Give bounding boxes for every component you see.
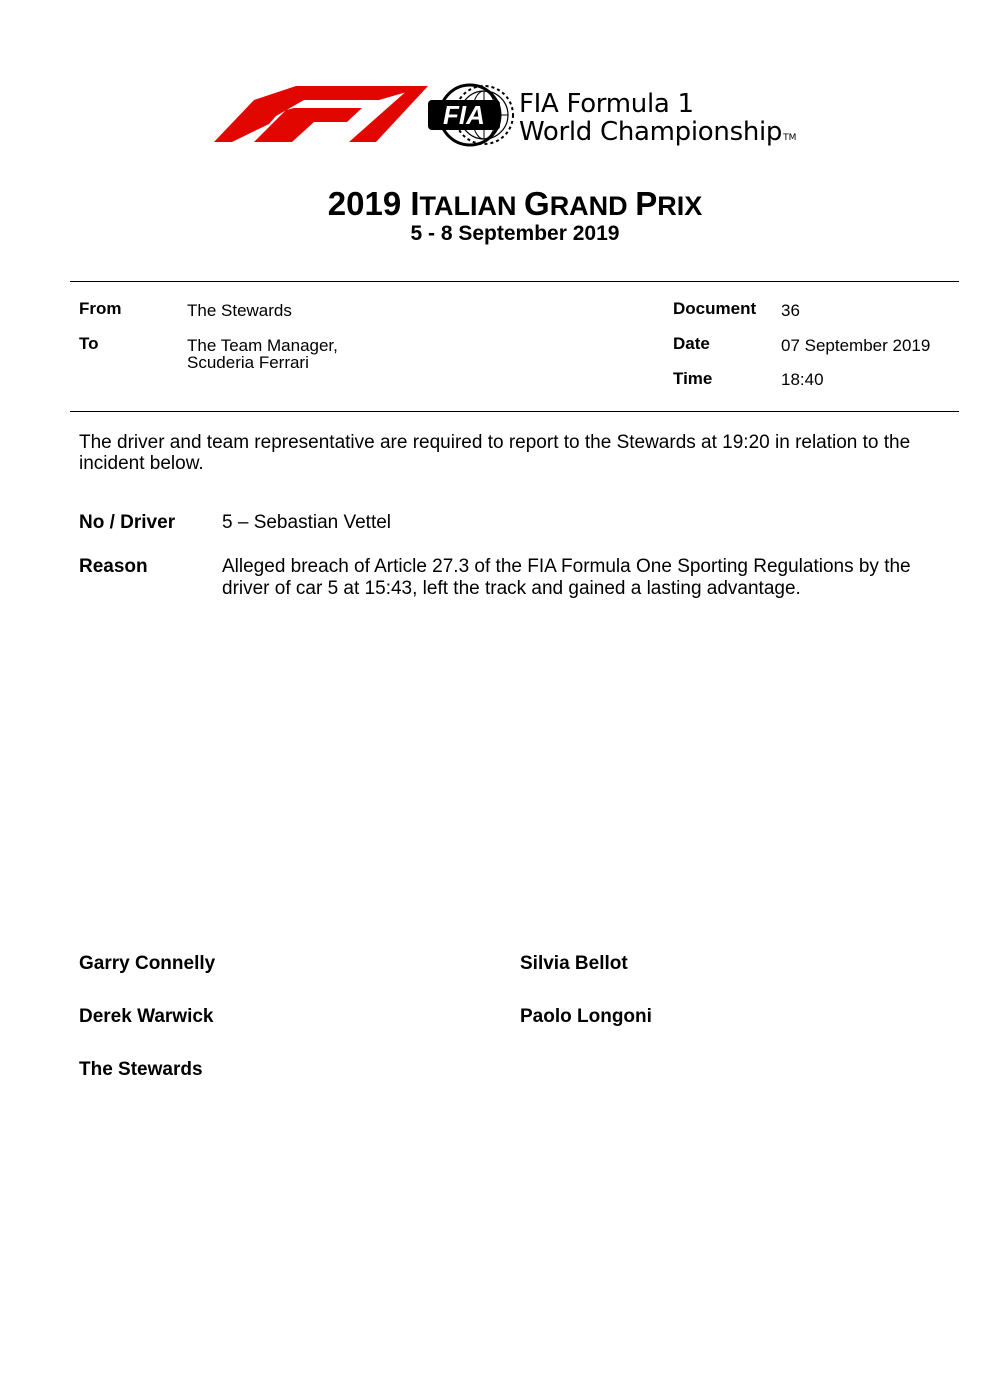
steward-name: Silvia Bellot — [520, 953, 628, 974]
driver-value: 5 – Sebastian Vettel — [222, 512, 392, 533]
document-value: 36 — [781, 301, 800, 320]
from-value: The Stewards — [187, 301, 292, 320]
steward-name: Derek Warwick — [79, 1006, 214, 1027]
date-value: 07 September 2019 — [781, 336, 931, 355]
to-value-line-1: The Team Manager, — [187, 336, 338, 355]
document-label: Document — [673, 299, 757, 318]
stewards-signoff: The Stewards — [79, 1059, 203, 1080]
page-title: 2019 ITALIAN GRAND PRIX — [327, 185, 703, 222]
fia-logo — [424, 82, 516, 148]
brand-line-2: World ChampionshipTM — [519, 117, 797, 147]
date-label: Date — [673, 334, 710, 353]
divider-bottom — [70, 411, 959, 412]
steward-name: Paolo Longoni — [520, 1006, 652, 1027]
brand-line-1: FIA Formula 1 — [519, 89, 694, 119]
event-dates: 5 - 8 September 2019 — [410, 222, 620, 245]
trademark-mark: TM — [783, 133, 797, 143]
driver-label: No / Driver — [79, 512, 176, 533]
from-label: From — [79, 299, 122, 318]
time-label: Time — [673, 369, 713, 388]
divider-top — [70, 281, 959, 282]
reason-value: Alleged breach of Article 27.3 of the FIA Formula One Sporting Regulations by the driver of car 5 at 15:43, left the track and gained a lasting advantage. — [222, 556, 911, 599]
f1-logo — [214, 86, 428, 142]
reason-label: Reason — [79, 556, 148, 577]
to-value-line-2: Scuderia Ferrari — [187, 353, 309, 372]
to-label: To — [79, 334, 99, 353]
steward-name: Garry Connelly — [79, 953, 216, 974]
time-value: 18:40 — [781, 370, 824, 389]
summons-text: The driver and team representative are required to report to the Stewards at 19:20 in relation to the incident below. — [79, 432, 911, 474]
fia-logo-text: FIA — [443, 100, 485, 130]
